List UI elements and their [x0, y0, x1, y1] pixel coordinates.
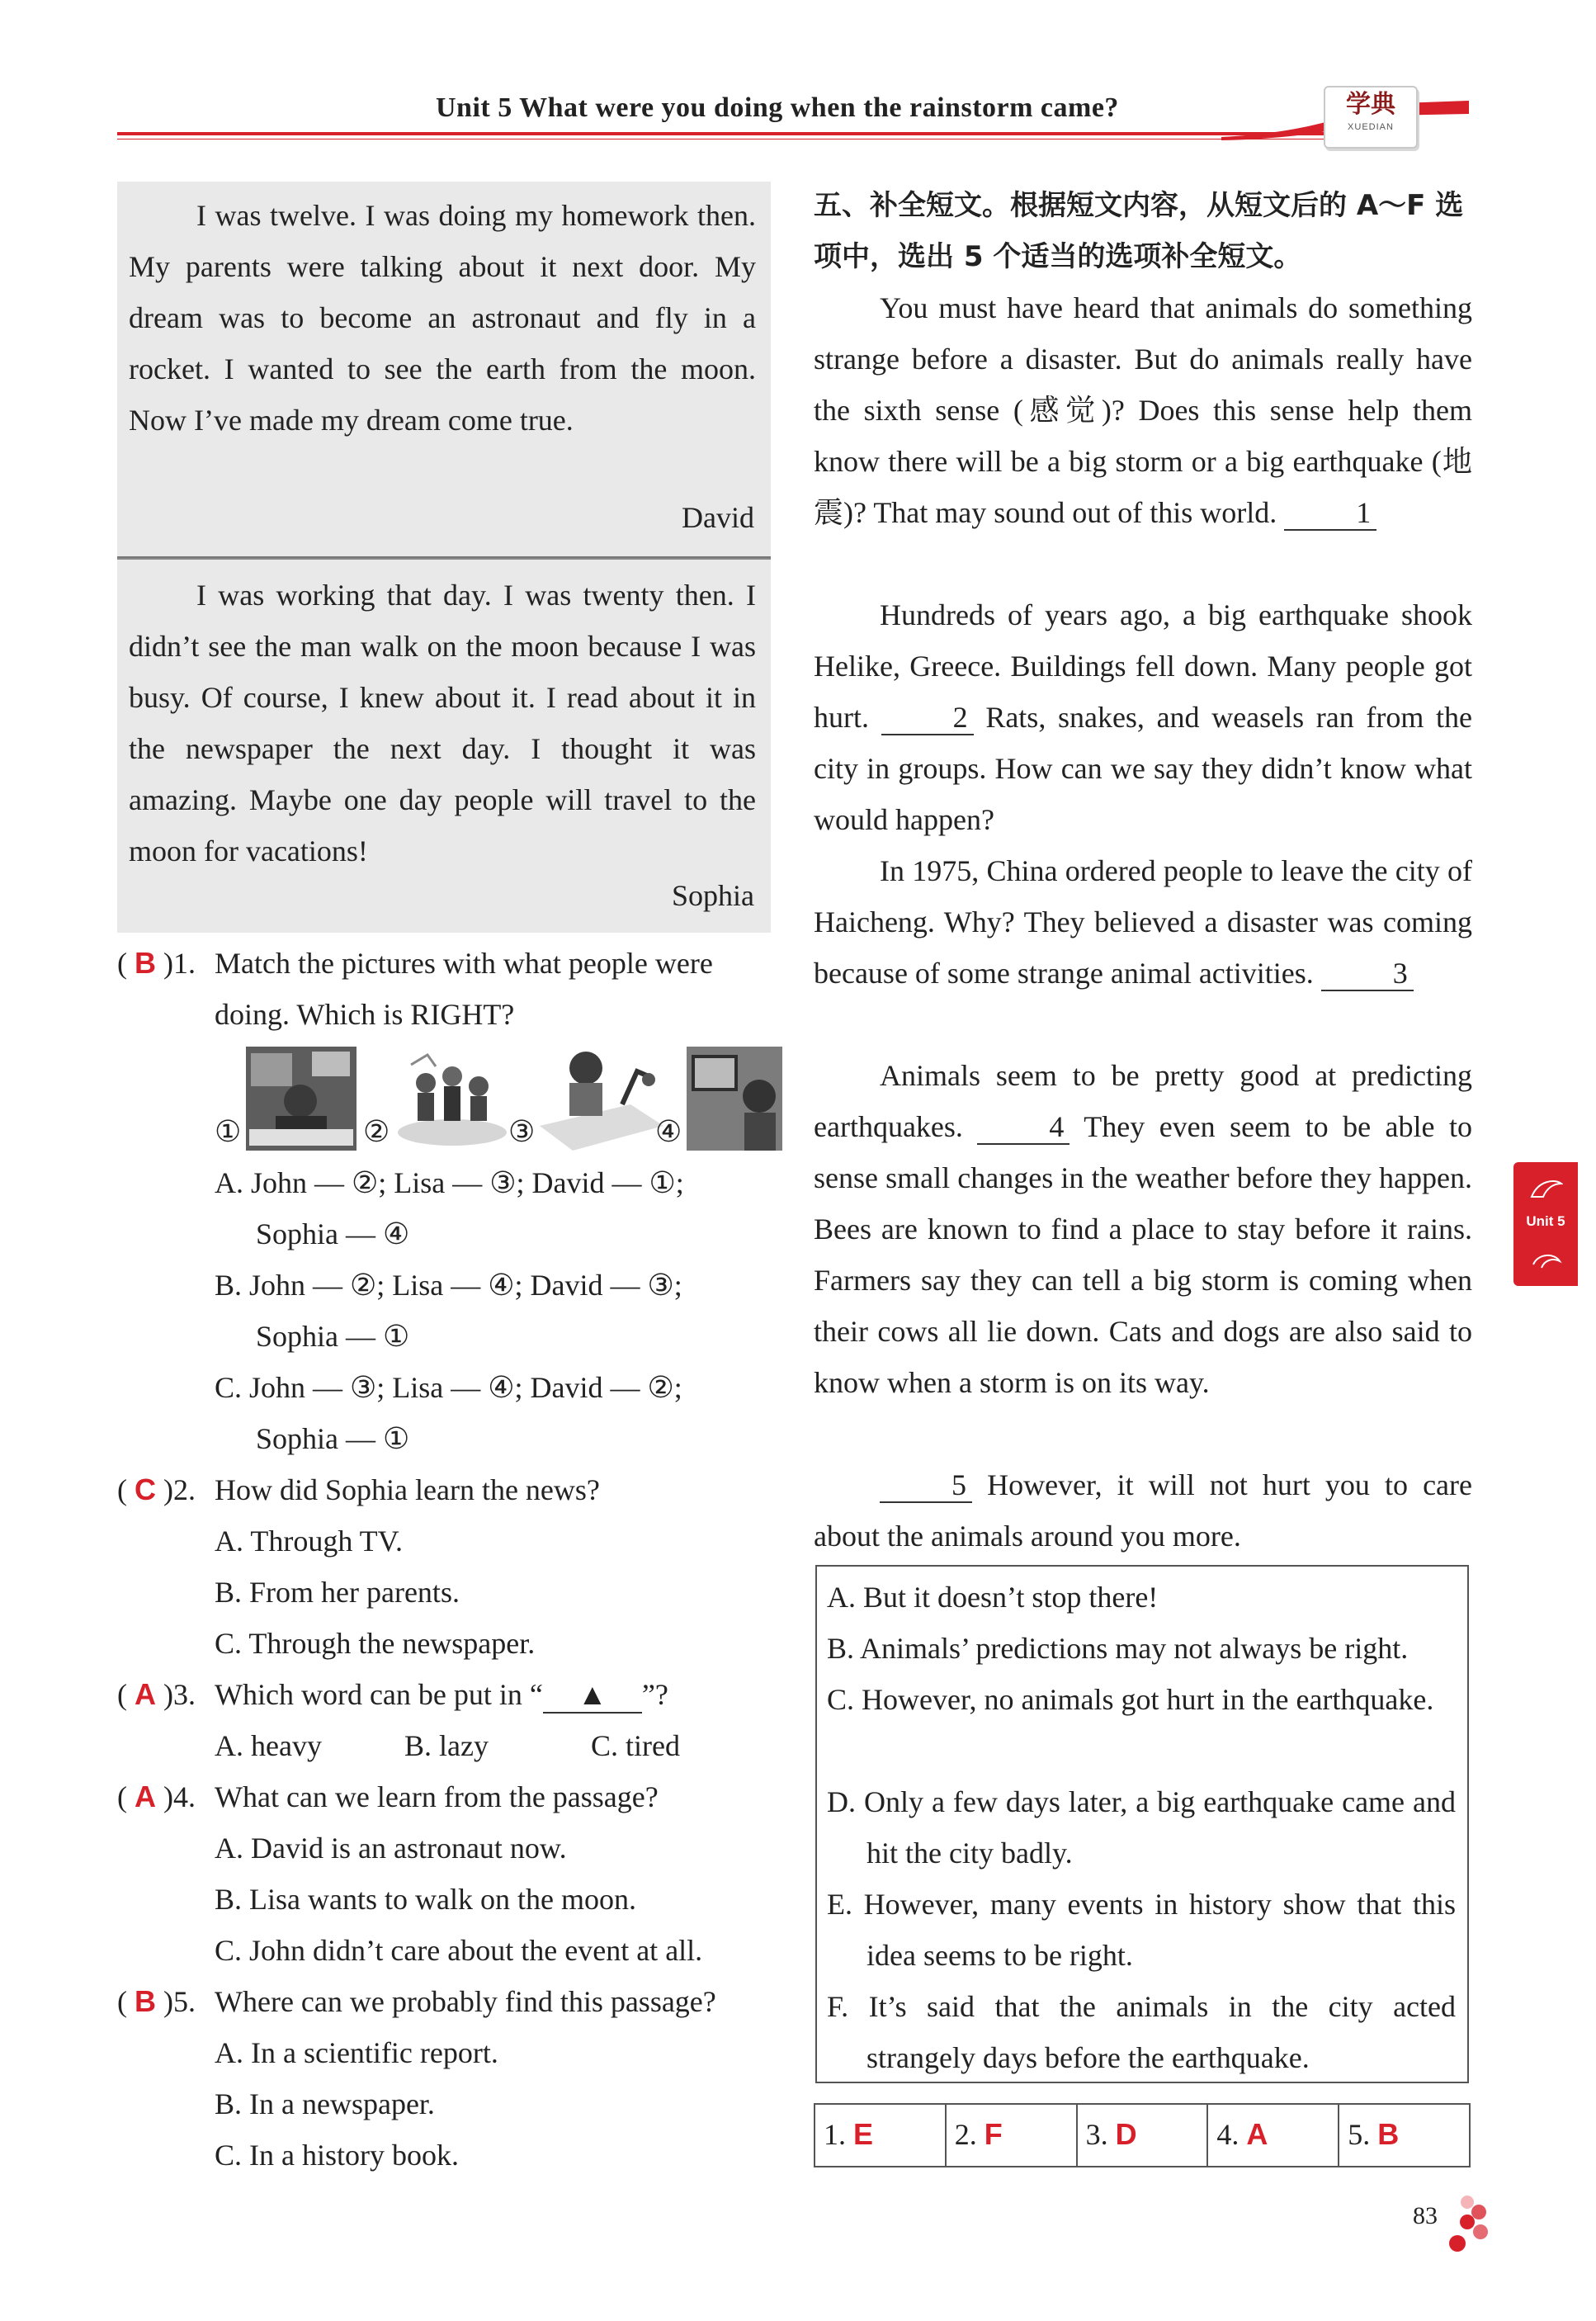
picture-2-people-outdoors — [394, 1047, 510, 1151]
answer-bracket-q5: ( B )5. — [117, 1984, 196, 2018]
passage-signature: David — [682, 501, 754, 534]
reading-passage-david — [117, 182, 771, 556]
q5-option-c: C. In a history book. — [215, 2139, 459, 2172]
answer-cell-5: 5. B — [1348, 2117, 1400, 2151]
header-rule — [117, 132, 1405, 135]
answer-cell-1: 1. E — [815, 2105, 947, 2166]
picture-number-3: ③ — [508, 1115, 536, 1148]
blank-5: 5 — [880, 1468, 972, 1503]
answer-cell-3: 3. D — [1078, 2105, 1209, 2166]
q2-option-b: B. From her parents. — [215, 1576, 460, 1609]
picture-1-homework-at-desk — [246, 1047, 357, 1151]
answer-cell-4: 4. A — [1208, 2105, 1339, 2166]
q3-option-c: C. tired — [591, 1729, 680, 1762]
wing-icon — [1530, 1177, 1563, 1202]
answer-bracket-q3: ( A )3. — [117, 1677, 196, 1711]
unit-tab-label: Unit 5 — [1526, 1213, 1565, 1229]
picture-4-girl-watching-tv — [687, 1047, 782, 1151]
cloze-option-e: E. However, many events in history show that this idea seems to be right. — [827, 1888, 1456, 1972]
passage-text: I was working that day. I was twenty then. I didn’t see the man walk on the moon because I was busy. Of course, I knew about it. I read about it in the newspaper the next day. I thought it was amazing. Maybe one day people will travel to the moon for vacations! — [129, 579, 756, 867]
cloze-option-d: D. Only a few days later, a big earthquake came and hit the city badly. — [827, 1785, 1456, 1870]
blank-4: 4 — [977, 1110, 1070, 1145]
cloze-paragraph-1: You must have heard that animals do something strange before a disaster. But do animals really have the sixth sense (感觉)? Does this sense help them know there will be a big storm or a big earthquake (地震)? That may sound out of this world. 1 — [814, 291, 1472, 529]
cloze-option-c: C. However, no animals got hurt in the earthquake. — [827, 1683, 1434, 1716]
answer-bracket-q4: ( A )4. — [117, 1780, 196, 1813]
question-2-text: How did Sophia learn the news? — [215, 1473, 600, 1506]
blank-1: 1 — [1284, 496, 1376, 531]
q2-option-a: A. Through TV. — [215, 1524, 404, 1558]
section-title: 五、补全短文。根据短文内容，从短文后的 A～F 选项中，选出 5 个适当的选项补全短文。 — [814, 189, 1464, 273]
hexagon-dots-decoration — [1419, 2191, 1494, 2265]
answer-cell-2: 2. F — [947, 2105, 1078, 2166]
reading-passage-sophia — [117, 558, 771, 933]
cloze-options-box — [815, 1565, 1469, 2083]
swirl-icon — [1530, 1248, 1563, 1273]
q4-option-b: B. Lisa wants to walk on the moon. — [215, 1883, 636, 1916]
cloze-paragraph-5: 5 However, it will not hurt you to care about the animals around you more. — [814, 1468, 1472, 1553]
picture-number-2: ② — [363, 1115, 390, 1148]
question-5-text: Where can we probably find this passage? — [215, 1985, 716, 2018]
blank-2: 2 — [881, 701, 974, 735]
q5-option-b: B. In a newspaper. — [215, 2087, 435, 2120]
question-1-text-cont: doing. Which is RIGHT? — [215, 998, 515, 1031]
blank-3: 3 — [1321, 957, 1414, 991]
answer-table — [814, 2103, 1471, 2167]
q4-option-a: A. David is an astronaut now. — [215, 1832, 567, 1865]
q3-option-b: B. lazy — [404, 1729, 489, 1762]
answer-bracket-q1: ( B )1. — [117, 946, 196, 980]
page-header-title: Unit 5 What were you doing when the rainstorm came? — [436, 92, 1119, 123]
q4-option-c: C. John didn’t care about the event at all. — [215, 1934, 703, 1967]
question-1-text: Match the pictures with what people were — [215, 947, 713, 980]
q1-option-b: B. John — ②; Lisa — ④; David — ③; — [215, 1269, 682, 1302]
cloze-option-a: A. But it doesn’t stop there! — [827, 1581, 1159, 1614]
q5-option-a: A. In a scientific report. — [215, 2036, 498, 2069]
cloze-option-b: B. Animals’ predictions may not always be right. — [827, 1632, 1409, 1665]
cloze-paragraph-3: In 1975, China ordered people to leave the city of Haicheng. Why? They believed a disaster was coming because of some strange animal activities. 3 — [814, 854, 1472, 990]
page-number: 83 — [1413, 2202, 1438, 2229]
publisher-logo: 学典 XUEDIAN — [1324, 86, 1418, 149]
picture-number-1: ① — [215, 1115, 242, 1148]
q1-option-c: C. John — ③; Lisa — ④; David — ②; — [215, 1371, 682, 1404]
cloze-paragraph-2: Hundreds of years ago, a big earthquake shook Helike, Greece. Buildings fell down. Many people got hurt. 2 Rats, snakes, and weasels ran from the city in groups. How can we say they didn’t know what would happen? — [814, 598, 1473, 836]
q1-option-a-cont: Sophia — ④ — [256, 1217, 410, 1250]
picture-number-4: ④ — [655, 1115, 682, 1148]
q2-option-c: C. Through the newspaper. — [215, 1627, 536, 1660]
passage-signature: Sophia — [671, 879, 754, 912]
q3-option-a: A. heavy — [215, 1729, 322, 1762]
cloze-paragraph-4: Animals seem to be pretty good at predicting earthquakes. 4 They even seem to be able to sense small changes in the weather before they happen. Bees are known to find a place to stay before it rains. Farmers say they can tell a big storm is coming when their cows all lie down. Cats and dogs are also said to know when a storm is on its way. — [814, 1059, 1472, 1399]
question-4-text: What can we learn from the passage? — [215, 1780, 659, 1813]
answer-bracket-q2: ( C )2. — [117, 1472, 196, 1506]
blank-triangle: ▲ — [543, 1677, 642, 1714]
cloze-option-f: F. It’s said that the animals in the city acted strangely days before the earthquake. — [827, 1990, 1456, 2074]
passage-text: I was twelve. I was doing my homework then. My parents were talking about it next door. My dream was to become an astronaut and fly in a rocket. I wanted to see the earth from the moon. Now I’ve made my dream come true. — [129, 199, 756, 437]
question-3-text: Which word can be put in “ ▲ ”? — [215, 1677, 668, 1714]
q1-option-c-cont: Sophia — ① — [256, 1422, 410, 1455]
unit-side-tab — [1513, 1162, 1578, 1286]
q1-option-b-cont: Sophia — ① — [256, 1320, 410, 1353]
q1-option-a: A. John — ②; Lisa — ③; David — ①; — [215, 1166, 684, 1199]
picture-3-boy-writing — [540, 1047, 663, 1151]
